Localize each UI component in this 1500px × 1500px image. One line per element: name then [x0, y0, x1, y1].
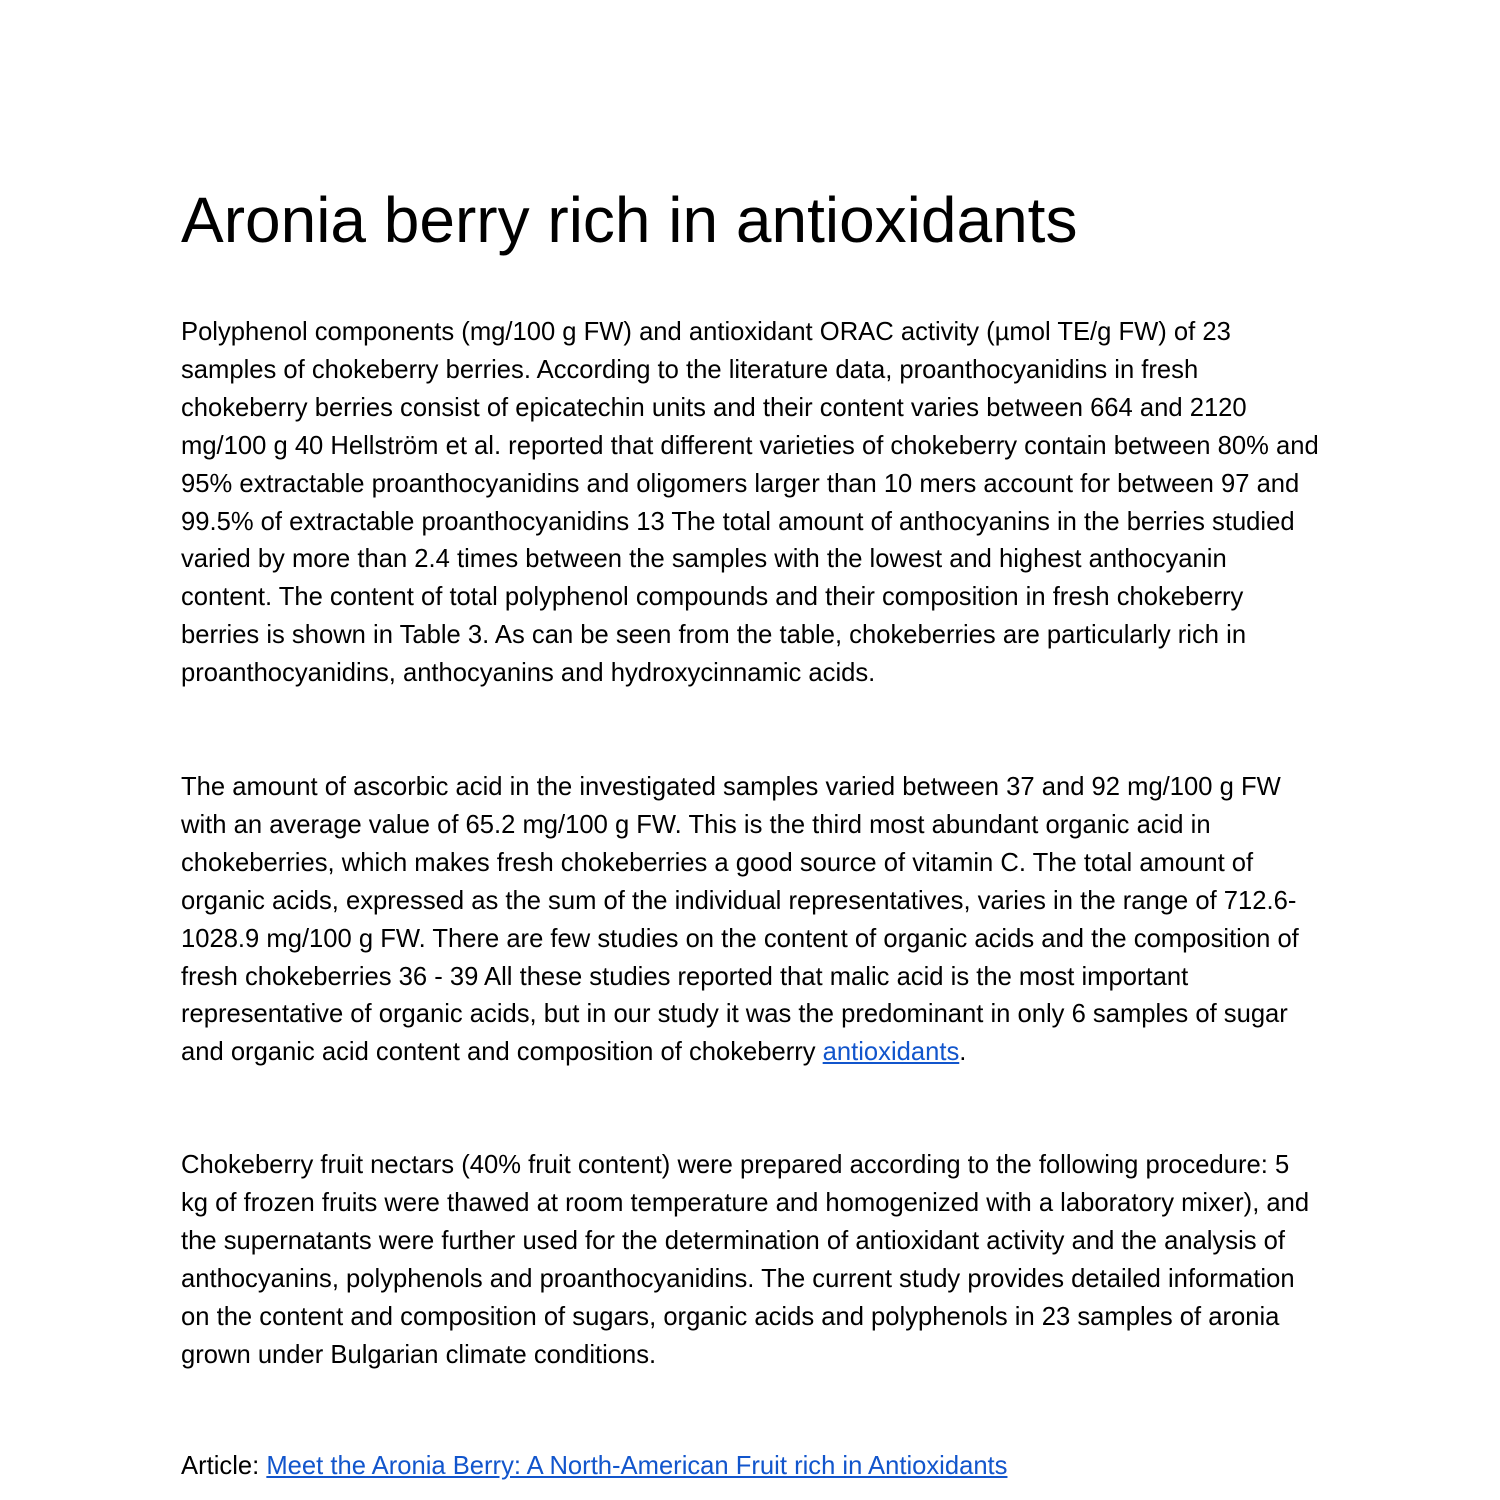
article-link[interactable]: Meet the Aronia Berry: A North-American Fruit rich in Antioxidants	[266, 1452, 1008, 1480]
paragraph-organic-acids-end: .	[959, 1038, 967, 1067]
paragraph-nectars: Chokeberry fruit nectars (40% fruit content) were prepared according to the following procedure: 5 kg of frozen fruits were thawed at room temperature and homogenized with a laboratory mixer), and the supernatants were further used for the determination of antioxidant activity and the analysis of anthocyanins, polyphenols and proanthocyanidins. The current study provides detailed information on the content and composition of sugars, organic acids and polyphenols in 23 samples of aronia grown under Bulgarian climate conditions.	[181, 1151, 1310, 1369]
article-label: Article:	[181, 1452, 267, 1480]
paragraph-polyphenols: Polyphenol components (mg/100 g FW) and antioxidant ORAC activity (µmol TE/g FW) of 23 samples of chokeberry berries. According to the literature data, proanthocyanidins in fresh chokeberry berries consist of epicatechin units and their content varies between 664 and 2120 mg/100 g 40 Hellström et al. reported that different varieties of chokeberry contain between 80% and 95% extractable proanthocyanidins and oligomers larger than 10 mers account for between 97 and 99.5% of extractable proanthocyanidins 13 The total amount of anthocyanins in the berries studied varied by more than 2.4 times between the samples with the lowest and highest anthocyanin content. The content of total polyphenol compounds and their composition in fresh chokeberry berries is shown in Table 3. As can be seen from the table, chokeberries are particularly rich in proanthocyanidins, anthocyanins and hydroxycinnamic acids.	[181, 318, 1319, 688]
paragraph-organic-acids-text: The amount of ascorbic acid in the investigated samples varied between 37 and 92 mg/100 g FW with an average value of 65.2 mg/100 g FW. This is the third most abundant organic acid in chokeberries, which makes fresh chokeberries a good source of vitamin C. The total amount of organic acids, expressed as the sum of the individual representatives, varies in the range of 712.6-1028.9 mg/100 g FW. There are few studies on the content of organic acids and the composition of fresh chokeberries 36 - 39 All these studies reported that malic acid is the most important representative of organic acids, but in our study it was the predominant in only 6 samples of sugar and organic acid content and composition of chokeberry	[181, 773, 1299, 1067]
article-reference	[181, 1448, 1321, 1486]
paragraph-organic-acids	[181, 769, 1321, 1072]
page-title: Aronia berry rich in antioxidants	[181, 184, 1078, 256]
antioxidants-link[interactable]: antioxidants	[822, 1038, 960, 1067]
